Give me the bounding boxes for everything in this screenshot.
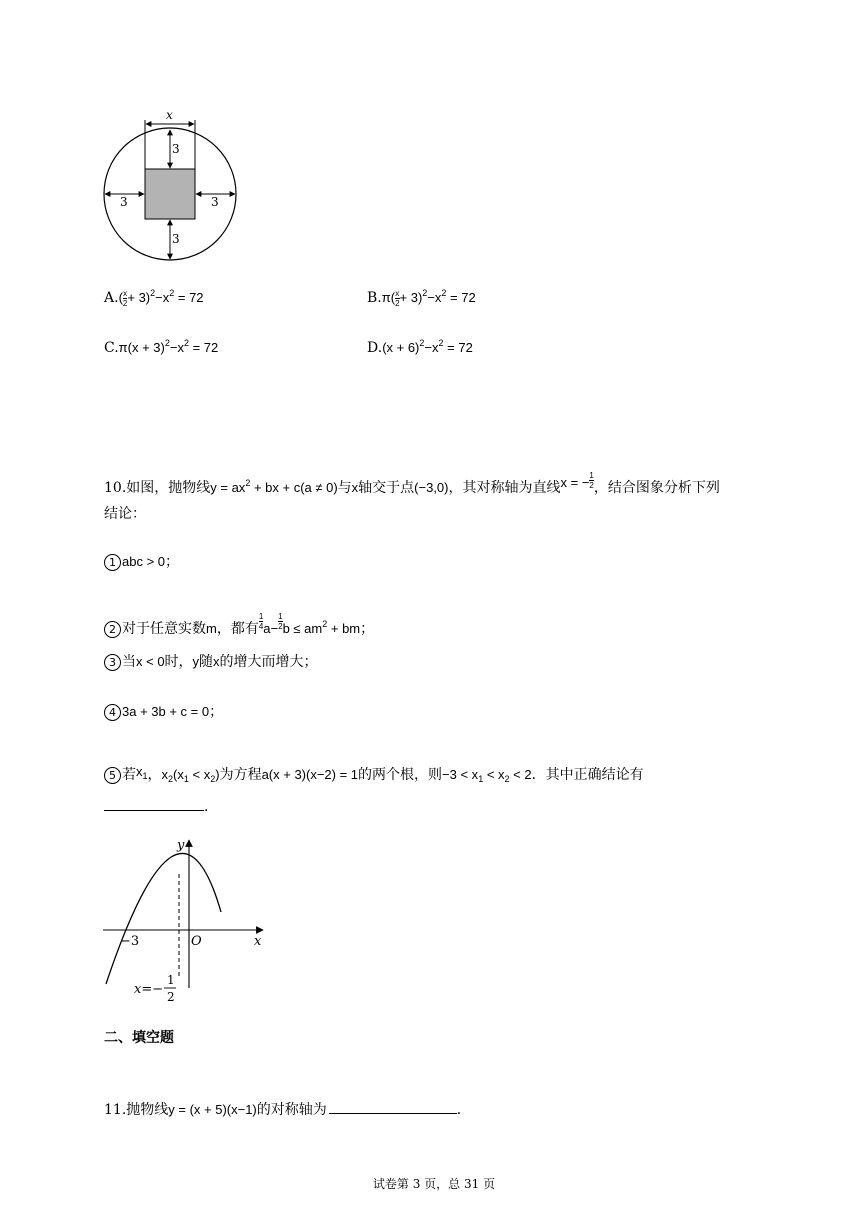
circled-number: 4 xyxy=(104,704,121,721)
circled-number: 1 xyxy=(104,554,121,571)
label-frac-num: 1 xyxy=(167,973,175,987)
label-axis-eq: x=− xyxy=(134,982,164,997)
q10-statement-4: 4 3a + 3b + c = 0； xyxy=(104,703,223,721)
q10-answer-line: ． xyxy=(104,796,218,816)
label-frac-den: 2 xyxy=(167,990,175,1004)
option-letter: B. xyxy=(367,290,382,306)
label-y: y xyxy=(177,838,185,853)
answer-blank[interactable] xyxy=(329,1099,457,1114)
q10-statement-2: 2 对于任意实数m，都有 $\frac{1}{4}$ a− $\frac{1}{2}$ $b \le am^2$ + bm； xyxy=(104,612,374,638)
q10-statement-5: 5 若$x_1$，$x_2(x_1 < x_2)$为方程a(x + 3)(x−2) = 1的两个根，则$-3 < x_1 < x_2 < 2$．其中正确结论有 xyxy=(104,763,644,788)
circled-number: 5 xyxy=(104,767,121,784)
label-left-3: 3 xyxy=(120,195,128,209)
answer-blank[interactable] xyxy=(104,796,204,811)
label-top-3: 3 xyxy=(172,142,180,156)
option-c[interactable]: $C.\pi(x + 3)^2-x^2 = 72$ xyxy=(104,338,219,356)
label-bottom-3: 3 xyxy=(172,232,180,246)
label-right-3: 3 xyxy=(211,195,219,209)
figure-circle-square xyxy=(100,106,240,266)
q10-stem-line1: 10.如图，抛物线$y = ax^2$ + bx + c(a ≠ 0)与x轴交于点(−3,0)，其对称轴为直线x = − $\frac{1}{2}$ ，结合图象分析下列 xyxy=(104,471,720,496)
option-a[interactable]: A.( $\frac{x}{2}$ + $3)^2-x^2 = 72$ xyxy=(104,288,204,309)
option-letter: C. xyxy=(104,340,119,356)
option-letter: A. xyxy=(104,290,119,306)
label-neg3: −3 xyxy=(120,934,140,949)
parabola-graph xyxy=(100,836,270,1006)
figure-parabola xyxy=(100,836,270,1006)
page-footer: 试卷第 3 页，总 31 页 xyxy=(372,1177,496,1191)
option-b[interactable]: B.π( $\frac{x}{2}$ + $3)^2-x^2 = 72$ xyxy=(367,288,476,309)
label-origin: O xyxy=(191,934,202,949)
label-x: x xyxy=(254,934,262,949)
circled-number: 3 xyxy=(104,654,121,671)
parabola-curve xyxy=(106,853,221,984)
q10-stem-line2: 结论： xyxy=(104,506,146,522)
circle-square-diagram xyxy=(100,106,240,266)
circled-number: 2 xyxy=(104,621,121,638)
option-d[interactable]: $D.(x + 6)^2-x^2 = 72$ xyxy=(367,338,473,356)
section-title: 二、填空题 xyxy=(104,1030,174,1046)
label-x: x xyxy=(166,108,173,122)
q11-stem: 11.抛物线y = (x + 5)(x−1)的对称轴为 ． xyxy=(104,1099,471,1119)
q10-statement-1: 1 abc > 0； xyxy=(104,553,179,571)
q10-statement-3: 3 当x < 0时，y随x的增大而增大； xyxy=(104,653,318,671)
option-letter: D. xyxy=(367,340,383,356)
